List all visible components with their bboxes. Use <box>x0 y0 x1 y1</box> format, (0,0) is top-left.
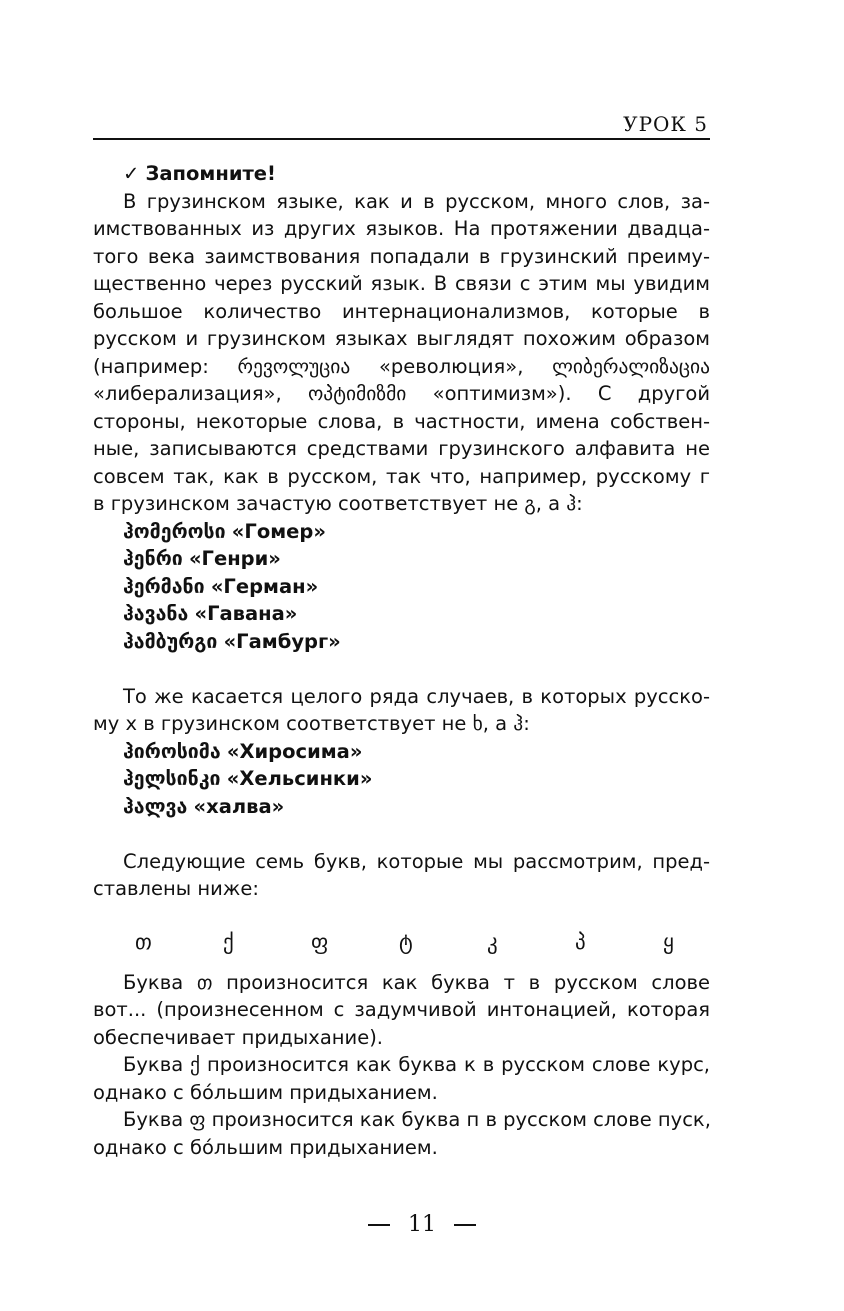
examples-g-to-h <box>93 518 710 656</box>
text-line: обеспечивает придыхание). <box>93 1025 384 1049</box>
text-line: имствованных из других языков. На протяжении двадца- <box>93 217 710 240</box>
paragraph-kh <box>93 683 710 738</box>
example-item <box>93 793 710 821</box>
page-content <box>93 160 710 1161</box>
remember-title: Запомните! <box>145 162 276 185</box>
russian-word: «Герман» <box>210 574 319 598</box>
text-line: Буква ფ произносится как буква п в русском слове пуск, <box>123 1108 711 1131</box>
russian-word: «Хельсинки» <box>226 767 373 790</box>
footer-dash-right <box>454 1224 476 1226</box>
check-icon: ✓ <box>123 162 140 185</box>
russian-word: «халва» <box>193 794 285 818</box>
text-line: (например: რევოლუცია «революция», ლიბერალიზაცია <box>93 354 710 378</box>
text-line: большое количество интернационализмов, которые в <box>93 299 710 323</box>
text-line: Буква თ произносится как буква т в русском слове <box>123 970 710 994</box>
lesson-title: УРОК 5 <box>623 112 708 136</box>
footer-dash-left <box>368 1224 390 1226</box>
example-item <box>93 573 710 601</box>
georgian-letter: კ <box>487 929 498 954</box>
georgian-letter: ტ <box>399 929 413 954</box>
georgian-letters-row <box>93 911 710 969</box>
text-line: Следующие семь букв, которые мы рассмотрим, пред- <box>123 849 710 873</box>
text-line: того века заимствования попадали в грузинский преиму- <box>93 244 710 268</box>
example-item <box>93 738 710 766</box>
example-item <box>93 545 710 573</box>
text-line: однако с бо́льшим придыханием. <box>93 1135 438 1159</box>
example-item <box>93 765 710 793</box>
georgian-letter: თ <box>135 929 152 954</box>
example-item <box>93 600 710 628</box>
georgian-letter: ქ <box>223 929 234 954</box>
text-line: В грузинском языке, как и в русском, много слов, за- <box>123 189 710 213</box>
example-item <box>93 518 710 546</box>
text-line: То же касается целого ряда случаев, в которых русско- <box>123 684 710 708</box>
georgian-word: ჰალვა <box>123 794 188 818</box>
text-line: ставлены ниже: <box>93 877 259 900</box>
georgian-word: ჰენრი <box>123 547 183 570</box>
georgian-word: ჰიროსიმა <box>123 739 221 763</box>
text-line: в грузинском зачастую соответствует не გ, а ჰ: <box>93 492 583 515</box>
paragraph-letter-p <box>93 1106 710 1161</box>
example-item <box>93 628 710 656</box>
paragraph-seven-letters <box>93 848 710 903</box>
georgian-letter: ფ <box>311 929 329 954</box>
paragraph-letter-k <box>93 1051 710 1106</box>
text-line: совсем так, как в русском, так что, например, русскому г <box>93 464 710 488</box>
georgian-word: ჰავანა <box>123 602 189 625</box>
text-line: му х в грузинском соответствует не ხ, а ჰ: <box>93 712 530 735</box>
text-line: «либерализация», ოპტიმიზმი «оптимизм»). С другой <box>93 382 710 405</box>
text-line: щественно через русский язык. В связи с этим мы увидим <box>93 272 710 295</box>
georgian-word: ჰამბურგი <box>123 629 218 653</box>
examples-kh-to-h <box>93 738 710 821</box>
page-number: 11 <box>408 1212 436 1237</box>
russian-word: «Гомер» <box>231 519 326 543</box>
page-footer <box>0 1212 844 1237</box>
georgian-word: ჰელსინკი <box>123 767 221 790</box>
russian-word: «Гамбург» <box>223 629 341 653</box>
remember-heading <box>93 160 710 188</box>
russian-word: «Гавана» <box>194 602 298 625</box>
text-line: Буква ქ произносится как буква к в русском слове курс, <box>123 1053 710 1076</box>
text-line: вот... (произнесенном с задумчивой интонацией, которая <box>93 998 710 1021</box>
russian-word: «Генри» <box>188 547 281 570</box>
page-header <box>93 108 710 140</box>
text-line: ные, записываются средствами грузинского алфавита не <box>93 437 710 460</box>
georgian-word: ჰომეროსი <box>123 519 226 543</box>
georgian-word: ჰერმანი <box>123 574 205 598</box>
paragraph-loanwords <box>93 188 710 518</box>
russian-word: «Хиросима» <box>226 739 363 763</box>
georgian-letter: პ <box>575 929 586 954</box>
text-line: русском и грузинском языках выглядят похожим образом <box>93 327 710 350</box>
georgian-letter: ყ <box>663 929 674 954</box>
paragraph-letter-t <box>93 969 710 1052</box>
text-line: стороны, некоторые слова, в частности, имена собствен- <box>93 409 710 433</box>
text-line: однако с бо́льшим придыханием. <box>93 1080 438 1104</box>
